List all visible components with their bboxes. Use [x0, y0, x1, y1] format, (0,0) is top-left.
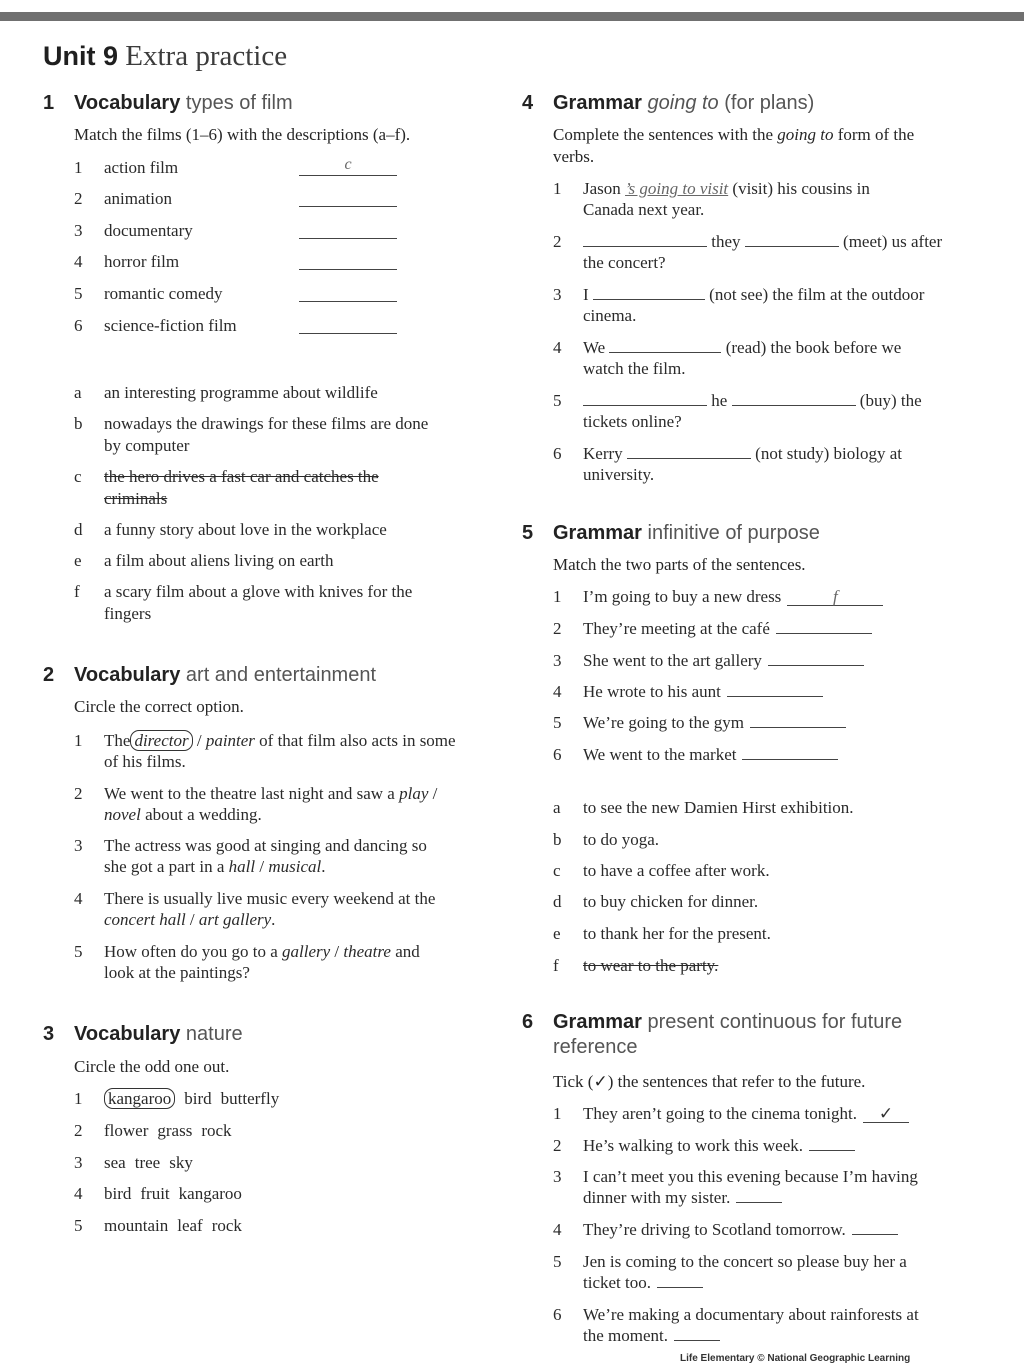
section-topic: art and entertainment — [185, 664, 377, 686]
answer-blank[interactable] — [768, 650, 864, 666]
word-option[interactable]: tree — [134, 1153, 161, 1172]
answer-line[interactable] — [299, 206, 397, 207]
answer-blank[interactable] — [593, 284, 705, 300]
film-item: 1 action film c — [74, 157, 404, 181]
section-category: Grammar — [553, 1011, 642, 1033]
page-footer: Life Elementary © National Geographic Learning — [680, 1353, 911, 1364]
tick-box[interactable] — [809, 1135, 855, 1151]
option-word[interactable]: concert hall — [104, 910, 186, 929]
going-to-item: 5 he (buy) the tickets online? — [553, 391, 922, 431]
section-category: Grammar — [553, 92, 642, 114]
section-2-instruction: Circle the correct option. — [74, 697, 244, 716]
option-word[interactable]: play — [399, 784, 429, 803]
option-word[interactable]: art gallery — [198, 910, 272, 929]
answer-blank[interactable] — [609, 337, 721, 353]
description-item: a an interesting programme about wildlife — [74, 383, 378, 402]
sentence-start-item: 1 I’m going to buy a new dress f — [553, 586, 973, 610]
tick-box[interactable] — [852, 1219, 898, 1235]
description-item: f a scary film about a glove with knives for the fingers — [74, 582, 413, 623]
word-option[interactable]: rock — [201, 1121, 232, 1140]
tick-item: 5 Jen is coming to the concert so please buy her a ticket too. — [553, 1252, 907, 1292]
answer-line[interactable] — [299, 333, 397, 334]
film-item: 6 science-fiction film — [74, 315, 404, 339]
going-to-item: 1 Jason ’s going to visit (visit) his cousins in Canada next year. — [553, 179, 870, 219]
sentence-start-item: 4 He wrote to his aunt — [553, 681, 973, 705]
art-item: 4 There is usually live music every weekend at the concert hall / art gallery. — [74, 889, 436, 929]
film-item: 2 animation — [74, 188, 404, 212]
word-option[interactable]: grass — [157, 1121, 193, 1140]
unit-label: Unit 9 — [43, 41, 119, 71]
word-option[interactable]: bird — [104, 1184, 132, 1203]
answer-blank[interactable]: f — [787, 590, 883, 606]
section-6-instruction: Tick (✓) the sentences that refer to the future. — [553, 1072, 866, 1091]
option-word[interactable]: hall — [228, 857, 256, 876]
sentence-end-item: e to thank her for the present. — [553, 924, 771, 943]
option-word[interactable]: novel — [104, 805, 141, 824]
sentence-end-item: a to see the new Damien Hirst exhibition. — [553, 798, 854, 817]
answer-blank[interactable] — [745, 231, 839, 247]
option-word[interactable]: gallery — [282, 942, 331, 961]
page-title-text: Extra practice — [125, 40, 288, 72]
film-item: 5 romantic comedy — [74, 283, 404, 307]
section-topic: types of film — [185, 92, 293, 114]
answer-blank[interactable] — [627, 443, 751, 459]
option-word[interactable]: musical — [268, 857, 322, 876]
option-word[interactable]: theatre — [343, 942, 391, 961]
art-item: 5 How often do you go to a gallery / theatre and look at the paintings? — [74, 942, 420, 982]
section-number: 2 — [43, 664, 55, 686]
film-item: 4 horror film — [74, 251, 404, 275]
sentence-start-item: 5 We’re going to the gym — [553, 712, 973, 736]
section-topic: going to — [647, 92, 719, 114]
word-option[interactable]: bird — [184, 1089, 212, 1108]
tick-box[interactable] — [736, 1187, 782, 1203]
section-3-heading — [43, 1023, 243, 1046]
section-number: 6 — [522, 1011, 534, 1033]
answer-blank[interactable] — [742, 744, 838, 760]
answer-line[interactable] — [299, 301, 397, 302]
answer-blank[interactable] — [583, 390, 707, 406]
answer-text: c — [344, 156, 352, 173]
word-option[interactable]: butterfly — [220, 1089, 280, 1108]
odd-one-out-item: 1 kangaroo bird butterfly — [74, 1089, 280, 1108]
answer-blank[interactable] — [583, 231, 707, 247]
section-topic: present continuous for future — [647, 1011, 903, 1033]
answer-blank[interactable] — [727, 681, 823, 697]
top-border-bar — [0, 12, 1024, 21]
page-title — [43, 40, 287, 73]
art-item: 3 The actress was good at singing and dancing so she got a part in a hall / musical. — [74, 836, 427, 876]
art-item: 2 We went to the theatre last night and saw a play / novel about a wedding. — [74, 784, 438, 824]
word-option[interactable]: kangaroo — [104, 1088, 175, 1109]
answer-line[interactable] — [299, 238, 397, 239]
tick-item: 2 He’s walking to work this week. — [553, 1135, 993, 1179]
answer-line[interactable] — [299, 269, 397, 270]
section-number: 1 — [43, 92, 55, 114]
tick-item: 6 We’re making a documentary about rainforests at the moment. — [553, 1305, 919, 1345]
word-option[interactable]: mountain — [104, 1216, 169, 1235]
section-category: Vocabulary — [74, 664, 181, 686]
odd-one-out-item: 5 mountain leaf rock — [74, 1216, 242, 1235]
odd-one-out-item: 3 sea tree sky — [74, 1153, 193, 1172]
section-6-heading — [522, 1011, 902, 1034]
going-to-item: 4 We (read) the book before we watch the film. — [553, 338, 902, 378]
word-option[interactable]: sea — [104, 1153, 126, 1172]
tick-box[interactable] — [674, 1325, 720, 1341]
word-option[interactable]: rock — [211, 1216, 242, 1235]
section-topic: nature — [185, 1023, 243, 1045]
sentence-start-item: 2 They’re meeting at the café — [553, 618, 973, 642]
description-item: e a film about aliens living on earth — [74, 551, 334, 570]
sentence-end-item: d to buy chicken for dinner. — [553, 892, 759, 911]
section-2-heading — [43, 664, 376, 687]
sentence-end-item: c to have a coffee after work. — [553, 861, 770, 880]
tick-item: 1 They aren’t going to the cinema tonight. ✓ — [553, 1103, 993, 1147]
odd-one-out-item: 4 bird fruit kangaroo — [74, 1184, 242, 1203]
going-to-item: 2 they (meet) us after the concert? — [553, 232, 943, 272]
answer-blank[interactable] — [750, 712, 846, 728]
option-word[interactable]: painter — [205, 731, 255, 750]
section-number: 3 — [43, 1023, 55, 1045]
section-5-instruction: Match the two parts of the sentences. — [553, 555, 806, 574]
circled-answer[interactable]: director — [130, 730, 192, 751]
film-item: 3 documentary — [74, 220, 404, 244]
section-category: Grammar — [553, 522, 642, 544]
section-number: 5 — [522, 522, 534, 544]
section-category: Vocabulary — [74, 92, 181, 114]
odd-one-out-item: 2 flower grass rock — [74, 1121, 232, 1140]
word-option[interactable]: kangaroo — [178, 1184, 242, 1203]
section-topic: infinitive of purpose — [647, 522, 820, 544]
word-option[interactable]: flower — [104, 1121, 149, 1140]
tick-item: 4 They’re driving to Scotland tomorrow. — [553, 1219, 993, 1263]
sentence-start-item: 6 We went to the market — [553, 744, 973, 768]
art-item: 1 The director / painter of that film also acts in some of his films. — [74, 731, 456, 771]
tick-box[interactable] — [657, 1272, 703, 1288]
word-option[interactable]: leaf — [177, 1216, 203, 1235]
section-4-instruction: Complete the sentences with the going to form of the — [553, 125, 915, 144]
word-option[interactable]: sky — [169, 1153, 193, 1172]
description-item: b nowadays the drawings for these films are done by computer — [74, 414, 429, 455]
section-4-heading: 4 Grammar going to (for plans) — [522, 92, 815, 114]
section-3-instruction: Circle the odd one out. — [74, 1057, 230, 1076]
going-to-item: 3 I (not see) the film at the outdoor cinema. — [553, 285, 925, 325]
section-category: Vocabulary — [74, 1023, 181, 1045]
answer-blank[interactable] — [776, 618, 872, 634]
sentence-end-item: f to wear to the party. — [553, 956, 719, 975]
section-5-heading — [522, 522, 820, 545]
description-item: d a funny story about love in the workplace — [74, 520, 387, 539]
word-option[interactable]: fruit — [140, 1184, 170, 1203]
section-1-heading — [43, 92, 293, 115]
going-to-item: 6 Kerry (not study) biology at university. — [553, 444, 903, 484]
tick-item: 3 I can’t meet you this evening because I’m having dinner with my sister. — [553, 1167, 918, 1207]
description-item: c the hero drives a fast car and catches the criminals — [74, 467, 379, 508]
sentence-end-item: b to do yoga. — [553, 830, 660, 849]
answer-field[interactable]: ’s going to visit — [625, 179, 729, 198]
section-topic-continued: reference — [553, 1036, 638, 1058]
tick-box[interactable]: ✓ — [863, 1107, 909, 1123]
section-number: 4 — [522, 92, 534, 114]
answer-blank[interactable] — [732, 390, 856, 406]
section-1-instruction: Match the films (1–6) with the descriptions (a–f). — [74, 125, 411, 144]
sentence-start-item: 3 She went to the art gallery — [553, 650, 973, 674]
